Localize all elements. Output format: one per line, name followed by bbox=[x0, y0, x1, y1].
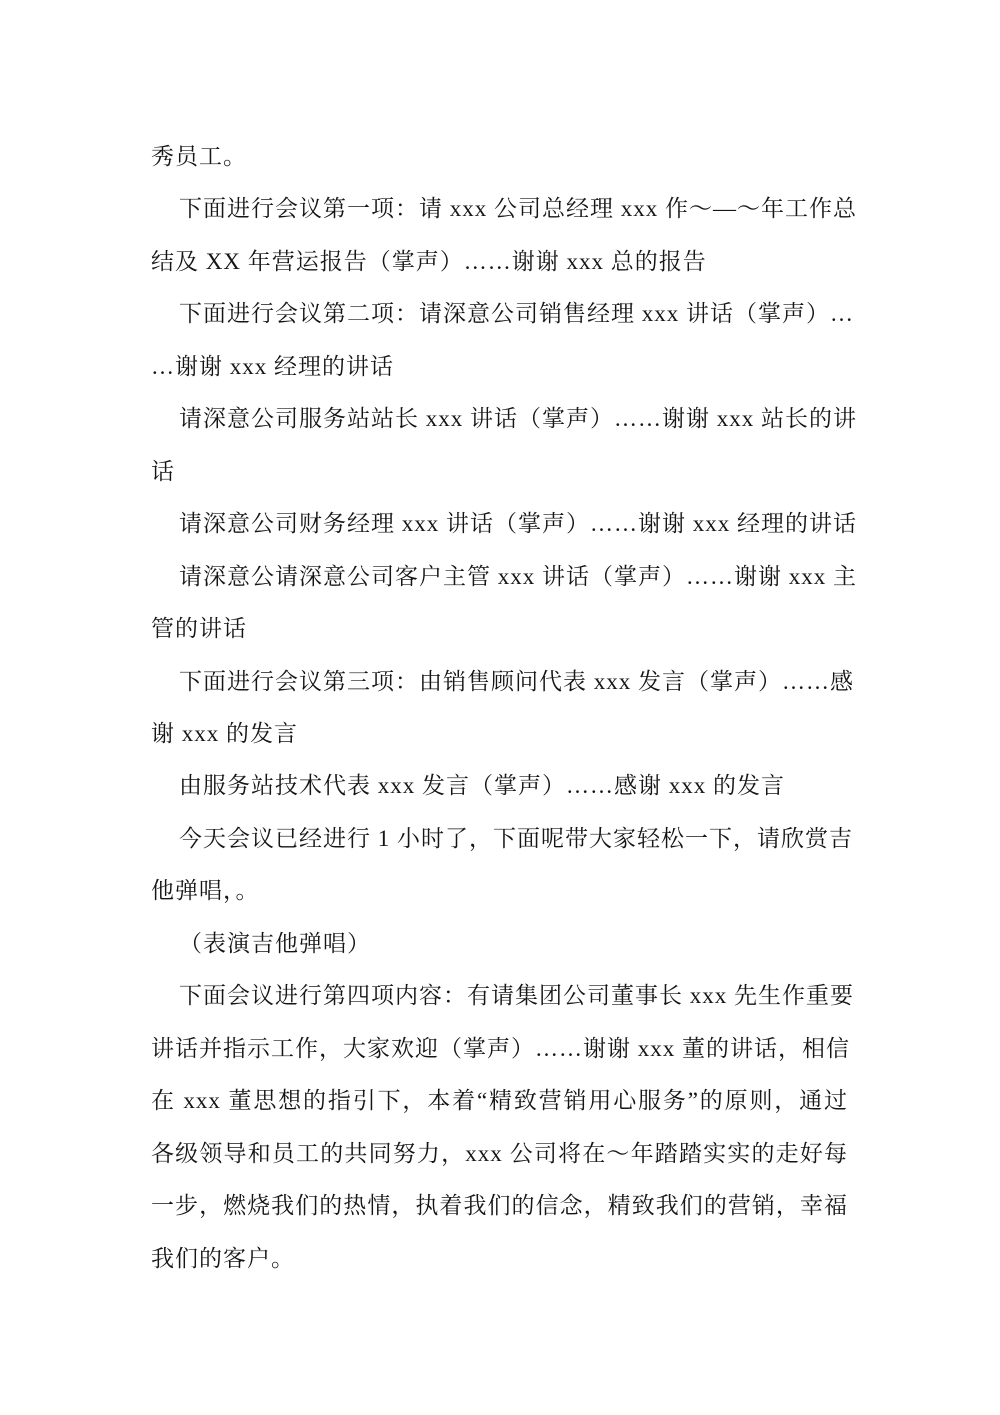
text-line: 下面进行会议第二项：请深意公司销售经理 xxx 讲话（掌声）… bbox=[179, 301, 854, 327]
text-line: 在 xxx 董思想的指引下，本着“精致营销用心服务”的原则，通过 bbox=[151, 1088, 848, 1114]
text-line: 话 bbox=[151, 458, 175, 484]
text-line: 下面进行会议第三项：由销售顾问代表 xxx 发言（掌声）……感 bbox=[179, 668, 854, 694]
text-line: 结及 XX 年营运报告（掌声）……谢谢 xxx 总的报告 bbox=[151, 248, 707, 274]
text-line: 谢 xxx 的发言 bbox=[151, 720, 298, 746]
text-line: 各级领导和员工的共同努力，xxx 公司将在～年踏踏实实的走好每 bbox=[151, 1140, 848, 1166]
text-line: 他弹唱，。 bbox=[151, 878, 260, 904]
text-line: （表演吉他弹唱） bbox=[179, 930, 371, 956]
document-body bbox=[151, 131, 857, 1285]
text-line: 请深意公司财务经理 xxx 讲话（掌声）……谢谢 xxx 经理的讲话 bbox=[179, 511, 857, 537]
text-line: 请深意公请深意公司客户主管 xxx 讲话（掌声）……谢谢 xxx 主 bbox=[179, 563, 857, 589]
text-line: 请深意公司服务站站长 xxx 讲话（掌声）……谢谢 xxx 站长的讲 bbox=[179, 406, 857, 432]
text-line: 管的讲话 bbox=[151, 616, 247, 642]
text-line: 由服务站技术代表 xxx 发言（掌声）……感谢 xxx 的发言 bbox=[179, 773, 785, 799]
text-line: 下面会议进行第四项内容：有请集团公司董事长 xxx 先生作重要 bbox=[179, 983, 854, 1009]
text-line: 下面进行会议第一项：请 xxx 公司总经理 xxx 作～—～年工作总 bbox=[179, 196, 857, 222]
text-line: 我们的客户。 bbox=[151, 1245, 295, 1271]
text-line: 一步，燃烧我们的热情，执着我们的信念，精致我们的营销，幸福 bbox=[151, 1193, 848, 1219]
text-line: 今天会议已经进行 1 小时了，下面呢带大家轻松一下，请欣赏吉 bbox=[179, 825, 853, 851]
text-line: …谢谢 xxx 经理的讲话 bbox=[151, 353, 394, 379]
text-line: 秀员工。 bbox=[151, 144, 247, 169]
text-line: 讲话并指示工作，大家欢迎（掌声）……谢谢 xxx 董的讲话，相信 bbox=[151, 1035, 850, 1061]
